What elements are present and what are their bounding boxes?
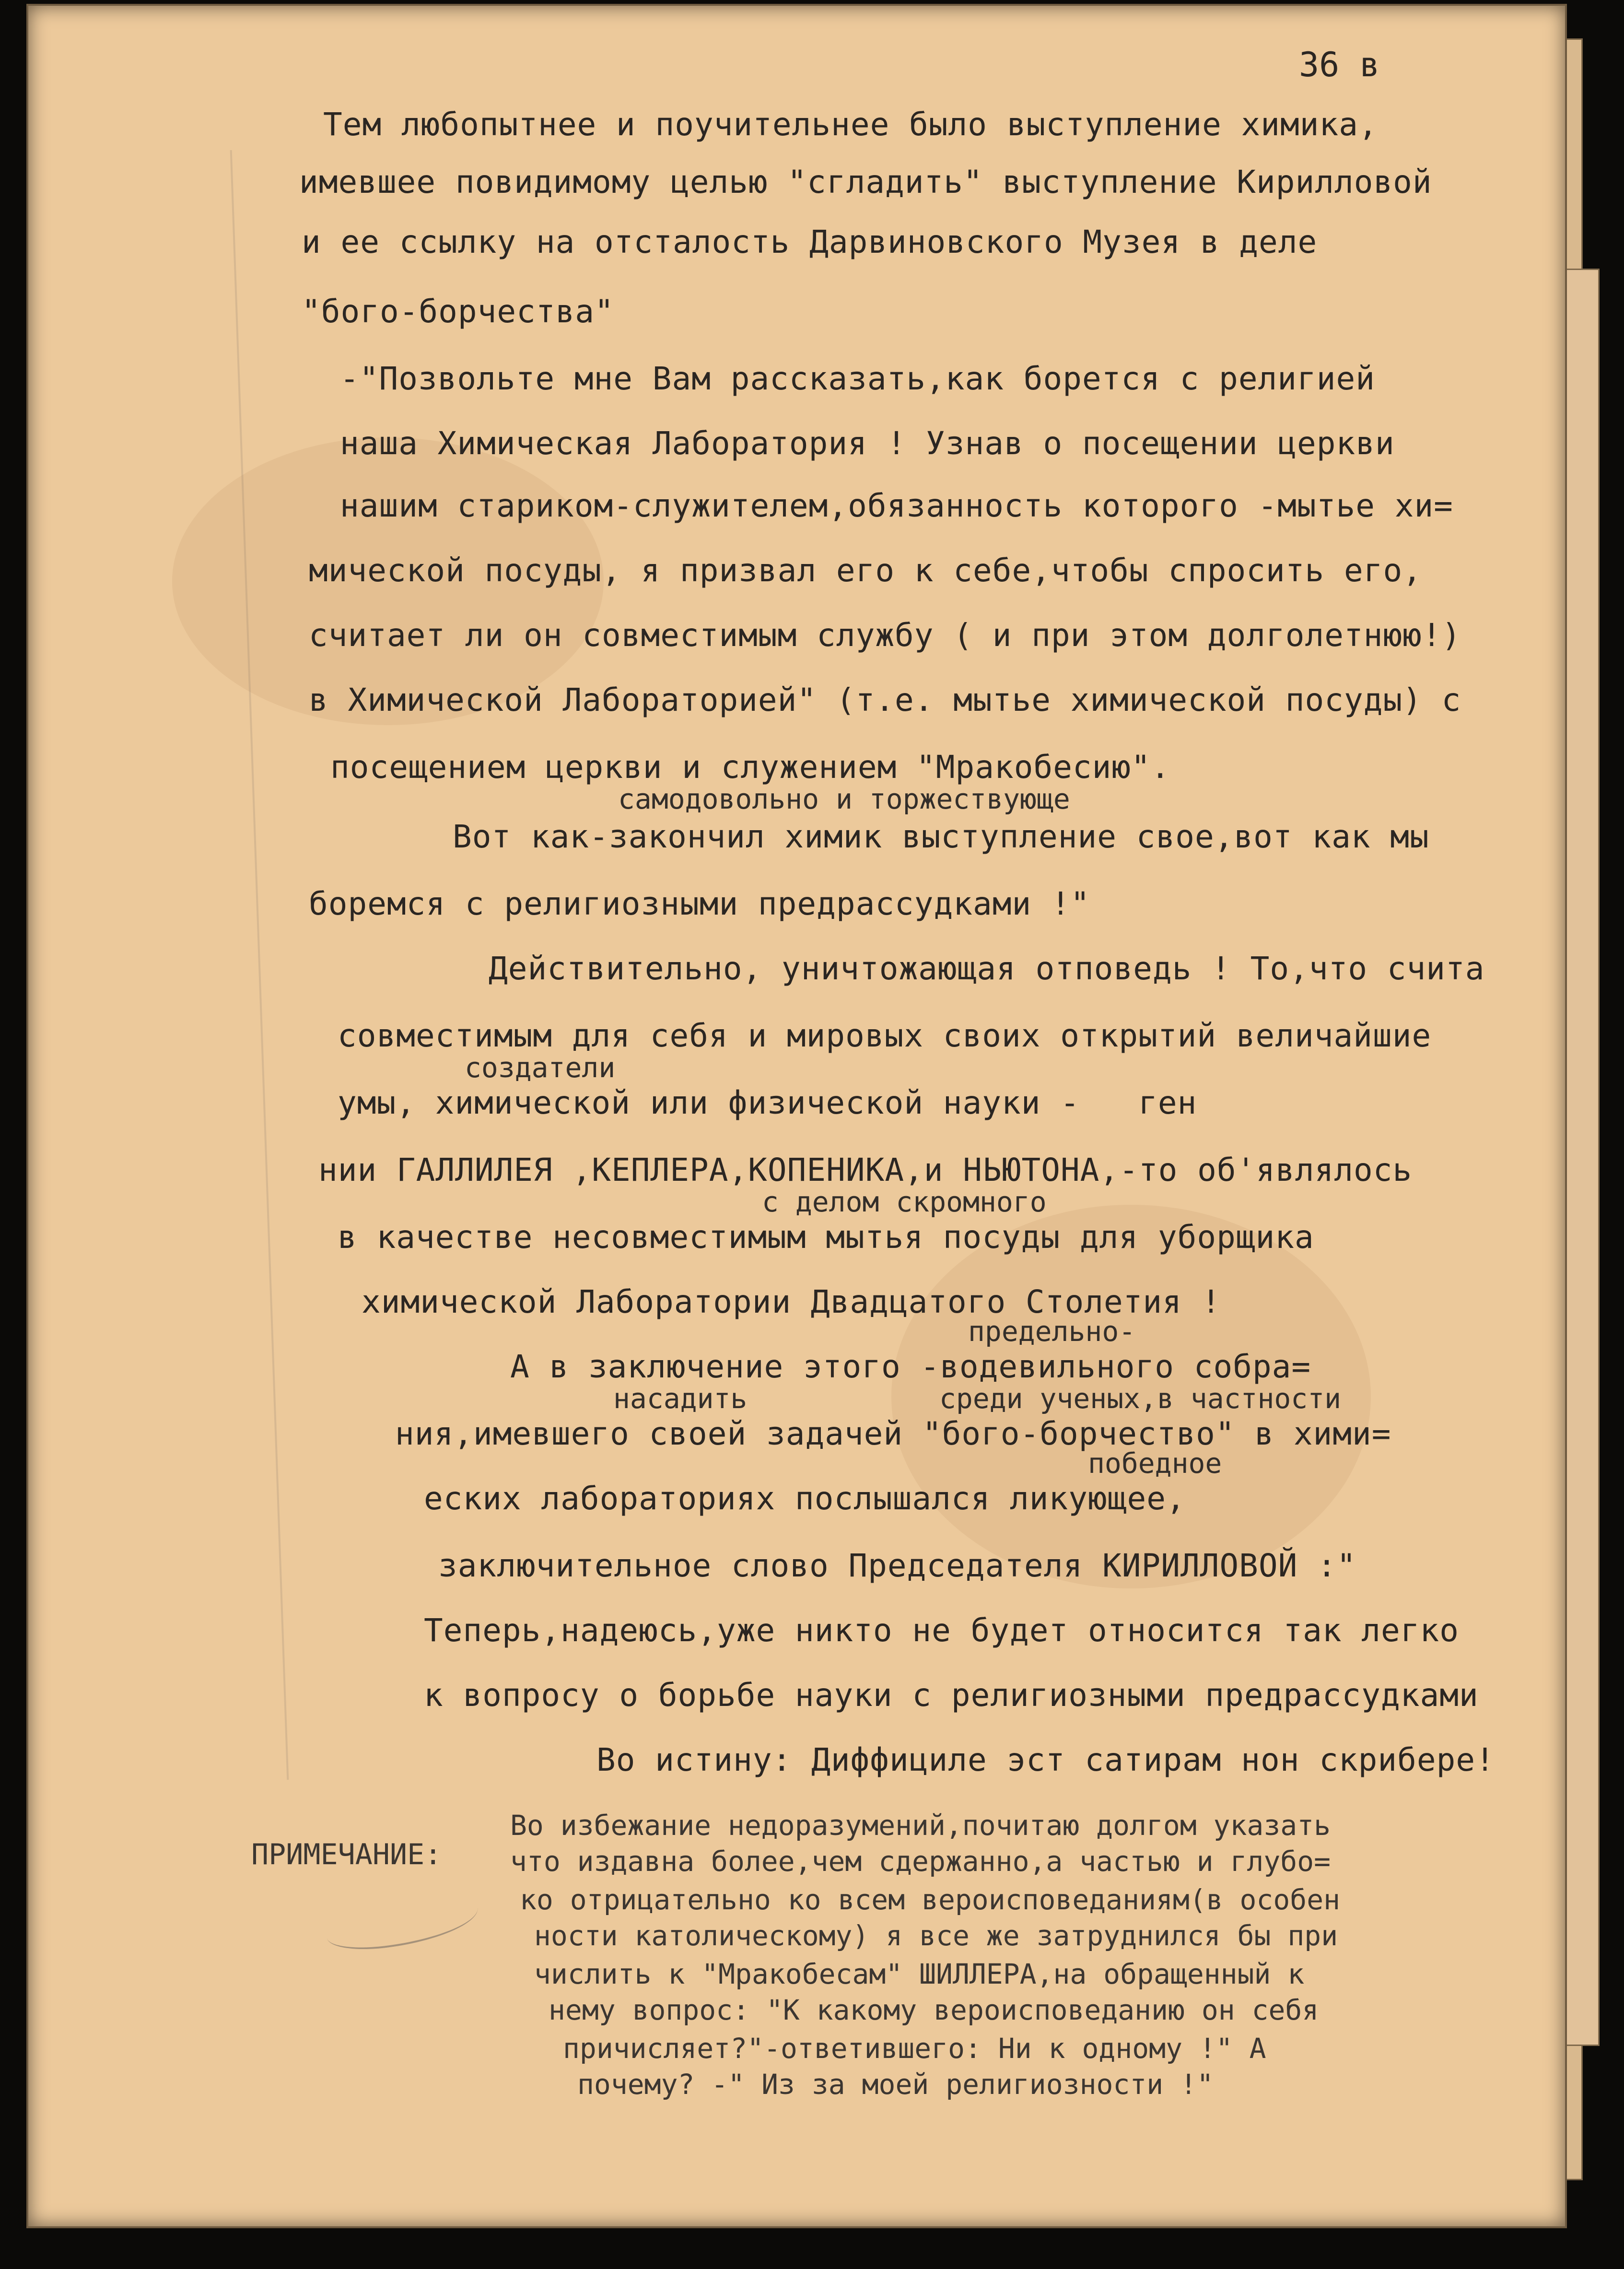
typed-insertion: создатели: [465, 1051, 616, 1084]
typed-insertion: насадить: [613, 1382, 748, 1415]
text-line: нашим стариком-служителем,обязанность которого -мытье хи=: [340, 487, 1453, 524]
typed-insertion: с делом скромного: [762, 1186, 1047, 1218]
note-line: ности католическому) я все же затруднился бы при: [534, 1919, 1338, 1952]
text-line: заключительное слово Председателя КИРИЛЛОВОЙ :": [438, 1547, 1356, 1584]
text-line: мической посуды, я призвал его к себе,чтобы спросить его,: [309, 552, 1422, 589]
text-line: А в заключение этого -водевильного собра=: [510, 1348, 1311, 1385]
note-line: что издавна более,чем сдержанно,а частью и глубо=: [510, 1845, 1331, 1878]
text-line: к вопросу о борьбе науки с религиозными предрассудками: [424, 1677, 1479, 1714]
text-line: Теперь,надеюсь,уже никто не будет относится так легко: [424, 1612, 1459, 1649]
text-line: ния,имевшего своей задачей "бого-борчество" в хими=: [395, 1415, 1391, 1452]
text-line: Во истину: Диффициле эст сатирам нон скрибере!: [596, 1741, 1495, 1778]
text-line: наша Химическая Лаборатория ! Узнав о посещении церкви: [340, 425, 1395, 462]
text-line: и ее ссылку на отсталость Дарвиновского Музея в деле: [302, 223, 1318, 260]
typed-insertion: предельно-: [968, 1315, 1136, 1348]
text-line: имевшее повидимому целью "сгладить" выступление Кирилловой: [299, 164, 1432, 200]
text-line: еских лабораториях послышался ликующее,: [424, 1480, 1186, 1517]
note-line: ко отрицательно ко всем вероисповеданиям(в особен: [520, 1883, 1341, 1916]
pencil-scribble: [323, 1890, 481, 1956]
typewritten-page: [26, 4, 1567, 2228]
note-label: ПРИМЕЧАНИЕ:: [251, 1838, 442, 1871]
text-line: умы, химической или физической науки - ген: [338, 1084, 1197, 1121]
note-line: причисляет?"-ответившего: Ни к одному !" А: [563, 2032, 1266, 2065]
pencil-margin-line: [230, 150, 289, 1780]
text-line: считает ли он совместимым службу ( и при этом долголетнюю!): [309, 617, 1461, 654]
typed-insertion: победное: [1088, 1447, 1222, 1480]
text-line: Действительно, уничтожающая отповедь ! То,что счита: [489, 950, 1485, 987]
typed-insertion: самодовольно и торжествующе: [618, 783, 1070, 815]
text-line: боремся с религиозными предрассудками !": [309, 885, 1090, 922]
text-line: "бого-борчества": [302, 293, 614, 330]
text-line: -"Позвольте мне Вам рассказать,как борется с религией: [340, 360, 1375, 397]
text-line: в качестве несовместимым мытья посуды для уборщика: [338, 1219, 1314, 1256]
text-line: совместимым для себя и мировых своих открытий величайшие: [338, 1017, 1432, 1054]
text-line: в Химической Лабораторией" (т.е. мытье химической посуды) с: [309, 682, 1461, 718]
text-line: Тем любопытнее и поучительнее было выступление химика,: [323, 106, 1378, 143]
note-line: Во избежание недоразумений,почитаю долгом указать: [510, 1809, 1331, 1842]
text-line: нии ГАЛЛИЛЕЯ ,КЕПЛЕРА,КОПЕНИКА,и НЬЮТОНА,-то об'являлось: [318, 1152, 1413, 1188]
text-line: химической Лаборатории Двадцатого Столетия !: [362, 1283, 1221, 1320]
note-line: числить к "Мракобесам" ШИЛЛЕРА,на обращенный к: [534, 1958, 1305, 1990]
text-line: посещением церкви и служением "Мракобесию".: [330, 749, 1170, 786]
text-line: Вот как-закончил химик выступление свое,вот как мы: [453, 818, 1429, 855]
typed-insertion: среди ученых,в частности: [939, 1382, 1342, 1415]
note-line: почему? -" Из за моей религиозности !": [577, 2068, 1214, 2101]
page-number: 36 в: [1299, 45, 1380, 84]
note-line: нему вопрос: "К какому вероисповеданию он себя: [549, 1994, 1319, 2026]
